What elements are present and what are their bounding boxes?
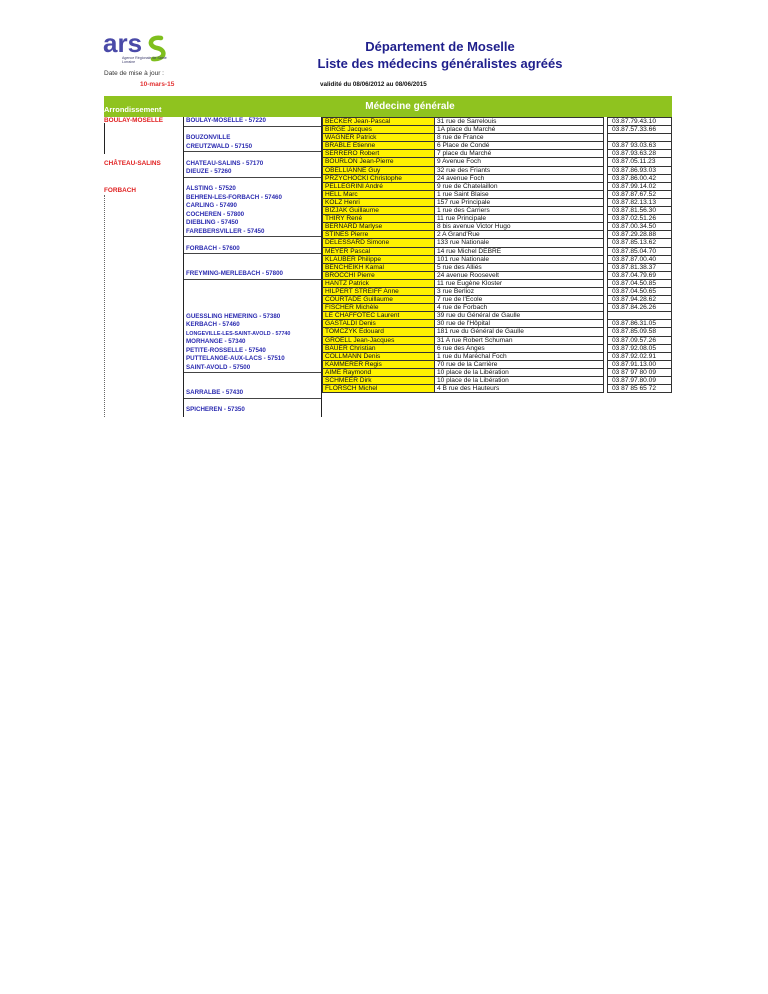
doctor-address-cell: 1 rue du Maréchal Foch [435,352,604,360]
table-row [323,320,672,328]
table-row [323,271,672,279]
doctor-address-cell: 30 rue de l'Hôpital [435,320,604,328]
doctor-address-cell: 32 rue des Friants [435,166,604,174]
table-row [323,312,672,320]
row-divider [184,398,321,399]
doctor-address-cell: 3 rue Berlioz [435,287,604,295]
commune-label: PUTTELANGE-AUX-LACS - 57510 [186,355,285,362]
doctor-name-cell: BOURLON Jean-Pierre [323,158,435,166]
commune-label: BEHREN-LES-FORBACH - 57460 [186,193,282,201]
doctor-address-cell: 2 A Grand'Rue [435,231,604,239]
commune-label: FORBACH - 57600 [186,244,240,252]
table-row [323,190,672,198]
commune-label: SARRALBE - 57430 [186,389,244,396]
doctor-phone-cell: 03.87.82.13.13 [608,198,672,206]
doctor-phone-cell: 03.87 93.03.63 [608,142,672,150]
doctor-name-cell: KLAUBER Philippe [323,255,435,263]
commune-label: FREYMING-MERLEBACH - 57800 [186,270,283,277]
row-divider [184,236,321,237]
doctor-address-cell: 39 rue du Général de Gaulle [435,312,604,320]
doctor-name-cell: BROCCHI Pierre [323,271,435,279]
row-divider [184,279,321,280]
doctor-phone-cell: 03.87.97.80.09 [608,377,672,385]
doctor-name-cell: GASTALDI Denis [323,320,435,328]
update-label: Date de mise à jour : [104,70,164,77]
doctor-phone-cell: 03.87.92.02.91 [608,352,672,360]
doctor-name-cell: LE CHAFFOTEC Laurent [323,312,435,320]
doctor-address-cell: 11 rue Principale [435,215,604,223]
page-title: Département de Moselle [365,39,515,54]
table-row [323,150,672,158]
doctor-address-cell: 7 rue de l'Ecole [435,296,604,304]
doctor-address-cell: 10 place de la Libération [435,377,604,385]
doctor-phone-cell: 03.87.99.14.02 [608,182,672,190]
table-row [323,385,672,393]
doctor-phone-cell: 03.87.85.04.70 [608,247,672,255]
doctor-address-cell: 8 bis avenue Victor Hugo [435,223,604,231]
doctor-phone-cell: 03.87.09.57.26 [608,336,672,344]
commune-label: LONGEVILLE-LES-SAINT-AVOLD - 57740 [186,330,291,337]
doctor-phone-cell: 03.87.85.09.58 [608,328,672,336]
doctor-name-cell: WAGNER Patrick [323,134,435,142]
table-row [323,142,672,150]
doctor-name-cell: OBELLIANNE Guy [323,166,435,174]
doctor-phone-cell: 03.87.81.56.30 [608,207,672,215]
doctor-address-cell: 1 rue Saint Blaise [435,190,604,198]
commune-label: COCHEREN - 57800 [186,210,245,218]
doctor-phone-cell: 03.87.92.08.05 [608,344,672,352]
doctor-name-cell: BIRGE Jacques [323,126,435,134]
doctors-table [322,117,672,393]
doctor-phone-cell: 03.87.94.28.62 [608,296,672,304]
doctor-address-cell: 11 rue Eugène Kloster [435,279,604,287]
table-row [323,207,672,215]
table-row [323,134,672,142]
table-row [323,360,672,368]
table-row [323,158,672,166]
commune-label: CARLING - 57490 [186,202,237,209]
table-row [323,182,672,190]
doctor-address-cell: 101 rue Nationale [435,255,604,263]
table-row [323,255,672,263]
doctor-address-cell: 9 rue de Chatelaillon [435,182,604,190]
doctor-address-cell: 181 rue du Général de Gaulle [435,328,604,336]
doctor-address-cell: 8 rue de France [435,134,604,142]
section-title: Médecine générale [365,101,455,112]
doctor-name-cell: BECKER Jean-Pascal [323,118,435,126]
row-divider [184,126,321,127]
logo-caption-line: Agence Régionale de Santé [122,56,167,60]
column-divider [104,195,167,417]
doctor-name-cell: FISCHER Michèle [323,304,435,312]
table-row [323,279,672,287]
table-row [323,126,672,134]
doctor-name-cell: BIZJAK Guillaume [323,207,435,215]
doctor-phone-cell: 03 87 85 65 72 [608,385,672,393]
doctor-name-cell: DELESSARD Simone [323,239,435,247]
doctor-name-cell: KOLZ Henri [323,198,435,206]
doctor-name-cell: STINES Pierre [323,231,435,239]
doctor-address-cell: 14 rue Michel DEBRE [435,247,604,255]
doctor-address-cell: 6 rue des Anges [435,344,604,352]
doctor-phone-cell: 03.87.86.93.03 [608,166,672,174]
doctor-phone-cell: 03.87.86.00.42 [608,174,672,182]
arrondissement-label: BOULAY-MOSELLE [104,117,164,124]
table-row [323,344,672,352]
doctor-phone-cell: 03.87.81.38.37 [608,263,672,271]
doctor-name-cell: KAMMERER Regis [323,360,435,368]
table-row [323,287,672,295]
table-row [323,215,672,223]
page-subtitle: Liste des médecins généralistes agréés [317,56,563,71]
doctor-address-cell: 4 rue de Forbach [435,304,604,312]
doctor-name-cell: HELL Marc [323,190,435,198]
row-divider [184,372,321,373]
commune-label: FAREBERSVILLER - 57450 [186,227,265,235]
commune-label: ALSTING - 57520 [186,185,236,192]
doctor-phone-cell: 03.87.93.63.28 [608,150,672,158]
doctor-phone-cell: 03.87.87.00.40 [608,255,672,263]
doctor-address-cell: 157 rue Principale [435,198,604,206]
doctor-phone-cell: 03.87.29.28.88 [608,231,672,239]
doctor-address-cell: 9 Avenue Foch [435,158,604,166]
doctor-phone-cell: 03.87.02.51.26 [608,215,672,223]
doctor-phone-cell: 03.87.00.34.50 [608,223,672,231]
arrondissement-header: Arrondissement [104,105,162,114]
row-divider [184,151,321,152]
table-row [323,247,672,255]
doctor-address-cell: 10 place de la Libération [435,368,604,376]
column-divider [104,123,167,154]
doctor-name-cell: TOMCZYK Edouard [323,328,435,336]
doctor-phone-cell: 03.87.04.50.65 [608,287,672,295]
table-row [323,118,672,126]
doctor-name-cell: FLORSCH Michel [323,385,435,393]
doctor-address-cell: 5 rue des Alliés [435,263,604,271]
commune-label: GUESSLING HEMERING - 57380 [186,312,281,320]
doctor-phone-cell: 03.87.85.13.62 [608,239,672,247]
commune-label: PETITE-ROSSELLE - 57540 [186,346,266,354]
commune-label: DIEUZE - 57260 [186,168,232,175]
commune-label: CHATEAU-SALINS - 57170 [186,159,264,167]
commune-label: SPICHEREN - 57350 [186,406,245,413]
logo-caption [122,56,167,65]
doctor-phone-cell: 03.87.79.43.10 [608,118,672,126]
doctor-name-cell: SERRERO Robert [323,150,435,158]
table-row [323,231,672,239]
table-row [323,304,672,312]
table-row [323,198,672,206]
doctor-phone-cell: 03.87.84.26.26 [608,304,672,312]
commune-label: KERBACH - 57460 [186,321,240,328]
commune-label: DIEBLING - 57450 [186,219,239,226]
table-row [323,166,672,174]
doctor-name-cell: BAUER Christian [323,344,435,352]
doctor-name-cell: HILPERT STREIFF Anne [323,287,435,295]
doctor-address-cell: 31 A rue Robert Schuman [435,336,604,344]
validity-period: validité du 08/06/2012 au 08/06/2015 [320,81,427,88]
commune-label: MORHANGE - 57340 [186,338,246,345]
logo-caption-line: Lorraine [122,60,136,65]
table-row [323,239,672,247]
svg-text:ars: ars [103,30,143,58]
doctor-name-cell: BENCHEIKH Kamal [323,263,435,271]
doctor-phone-cell: 03.87.91.13.00 [608,360,672,368]
commune-label: CREUTZWALD - 57150 [186,142,253,150]
doctor-name-cell: PRZYCHOCKI Christophe [323,174,435,182]
doctor-address-cell: 1A place du Marché [435,126,604,134]
doctor-address-cell: 1 rue des Carriers [435,207,604,215]
table-row [323,328,672,336]
doctor-phone-cell: 03.87.04.50.85 [608,279,672,287]
table-row [323,368,672,376]
doctor-phone-cell: 03.87.04.79.69 [608,271,672,279]
update-date: 10-mars-15 [140,81,175,88]
doctor-address-cell: 70 rue de la Carrière [435,360,604,368]
doctor-phone-cell [608,134,672,142]
table-row [323,377,672,385]
commune-label: SAINT-AVOLD - 57500 [186,363,251,371]
doctor-name-cell: COLLMANN Denis [323,352,435,360]
doctor-name-cell: PELLEGRINI André [323,182,435,190]
row-divider [184,177,321,178]
doctor-address-cell: 4 B rue des Hauteurs [435,385,604,393]
doctor-phone-cell: 03.87.05.11.23 [608,158,672,166]
table-row [323,336,672,344]
doctor-phone-cell: 03.87.57.33.66 [608,126,672,134]
table-row [323,296,672,304]
doctor-phone-cell: 03 87 97 80 09 [608,368,672,376]
doctor-phone-cell: 03.87.86.31.05 [608,320,672,328]
doctor-address-cell: 24 avenue Foch [435,174,604,182]
doctor-address-cell: 133 rue Nationale [435,239,604,247]
doctor-phone-cell: 03.87.87.67.52 [608,190,672,198]
table-row [323,352,672,360]
doctor-address-cell: 24 avenue Roosevelt [435,271,604,279]
table-row [323,174,672,182]
doctor-address-cell: 7 place du Marché [435,150,604,158]
doctor-name-cell: HANTZ Patrick [323,279,435,287]
table-row [323,263,672,271]
doctor-phone-cell [608,312,672,320]
doctor-name-cell: GROELL Jean-Jacques [323,336,435,344]
commune-column [183,117,322,417]
commune-label: BOUZONVILLE [186,134,231,141]
doctor-address-cell: 31 rue de Sarrelouis [435,118,604,126]
doctor-name-cell: COURTADE Guillaume [323,296,435,304]
doctor-name-cell: BRABLE Etienne [323,142,435,150]
doctor-name-cell: BERNARD Marlyse [323,223,435,231]
commune-label: BOULAY-MOSELLE - 57220 [186,117,266,124]
doctor-name-cell: SCHMEER Dirk [323,377,435,385]
arrondissement-label: FORBACH [104,187,136,194]
row-divider [184,253,321,254]
doctor-name-cell: AIME Raymond [323,368,435,376]
doctor-name-cell: THIRY René [323,215,435,223]
arrondissement-label: CHÂTEAU-SALINS [104,160,161,167]
doctor-name-cell: MEYER Pascal [323,247,435,255]
table-row [323,223,672,231]
doctor-address-cell: 6 Place de Condé [435,142,604,150]
